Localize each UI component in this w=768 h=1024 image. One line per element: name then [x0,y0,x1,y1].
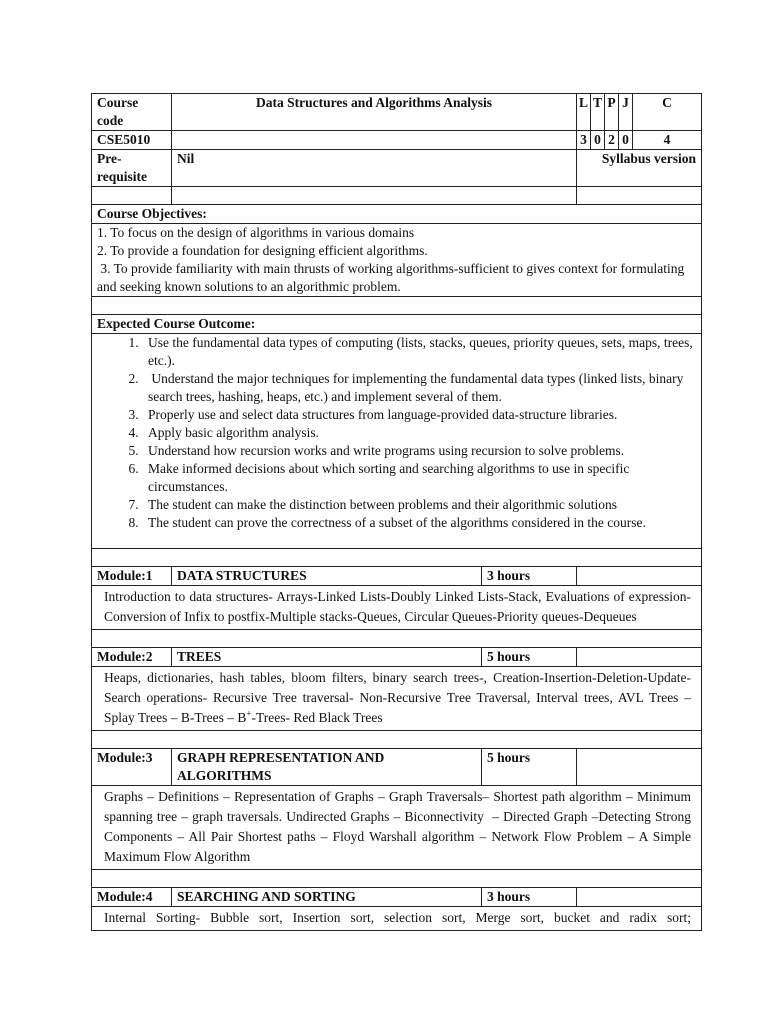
module-content: Graphs – Definitions – Representation of Graphs – Graph Traversals– Shortest path algorithm – Minimum spanning tree – graph traversals. Undirected Graphs – Biconnectivity – Directed Graph –Detecting Strong Components – All Pair Shortest paths – Floyd Warshall algorithm – Network Flow Problem – A Simple Maximum Flow Algorithm [92,786,702,870]
course-code-label: Course code [92,94,172,131]
syllabus-table [91,93,702,931]
outcome-item: 1. Use the fundamental data types of computing (lists, stacks, queues, priority queues, sets, maps, trees, etc.). [142,334,696,370]
objective-item: 1. To focus on the design of algorithms in various domains [97,225,415,240]
blank-row [92,870,702,888]
outcome-item: 6. Make informed decisions about which sorting and searching algorithms to use in specific circumstances. [142,460,696,496]
blank-row [92,297,702,315]
prerequisite-label: Pre-requisite [92,150,172,187]
ltpjc-header-l: L [577,94,591,131]
outcome-item: 3. Properly use and select data structures from language-provided data-structure libraries. [142,406,696,424]
objectives-list [92,224,702,297]
module-hours: 5 hours [482,648,577,667]
ltpjc-header-t: T [591,94,605,131]
outcomes-list-cell [92,334,702,549]
prerequisite-value: Nil [172,150,577,187]
module-hours: 5 hours [482,749,577,786]
outcome-item: 2. Understand the major techniques for implementing the fundamental data types (linked lists, binary search trees, hashing, heaps, etc.) and implement several of them. [142,370,696,406]
blank-cell [577,888,702,907]
syllabus-document [91,93,701,931]
ltpjc-value-t: 0 [591,131,605,150]
course-code-value: CSE5010 [92,131,172,150]
objectives-heading: Course Objectives: [92,205,702,224]
blank-cell [577,187,702,205]
objective-item: 3. To provide familiarity with main thrusts of working algorithms-sufficient to gives context for formulating and seeking known solutions to an algorithmic problem. [97,261,688,294]
blank-row [92,549,702,567]
module-content [92,667,702,731]
outcome-item: 7. The student can make the distinction between problems and their algorithmic solutions [142,496,696,514]
ltpjc-header-c: C [633,94,702,131]
module-title: SEARCHING AND SORTING [172,888,482,907]
superscript-plus: + [246,708,252,719]
ltpjc-header-j: J [619,94,633,131]
blank-row [92,731,702,749]
outcome-item: 5. Understand how recursion works and write programs using recursion to solve problems. [142,442,696,460]
outcomes-heading: Expected Course Outcome: [92,315,702,334]
module-label: Module:1 [92,567,172,586]
module-hours: 3 hours [482,567,577,586]
outcome-item: 8. The student can prove the correctness of a subset of the algorithms considered in the course. [142,514,696,532]
course-title: Data Structures and Algorithms Analysis [172,94,577,131]
module-content-text: Heaps, dictionaries, hash tables, bloom filters, binary search trees-, Creation-Insertion-Deletion-Update-Search operations- Recursive Tree traversal- Non-Recursive Tree Traversal, Interval trees, AVL Trees – Splay Trees – B-Trees – B [104,670,691,725]
module-content: Introduction to data structures- Arrays-Linked Lists-Doubly Linked Lists-Stack, Evaluations of expression-Conversion of Infix to postfix-Multiple stacks-Queues, Circular Queues-Priority queues-Dequeues [92,586,702,630]
syllabus-version-label: Syllabus version [577,150,702,187]
blank-row [92,630,702,648]
ltpjc-header-p: P [605,94,619,131]
module-label: Module:4 [92,888,172,907]
module-label: Module:3 [92,749,172,786]
module-hours: 3 hours [482,888,577,907]
outcomes-list [97,334,696,532]
ltpjc-value-l: 3 [577,131,591,150]
module-content-text: -Trees- Red Black Trees [251,710,383,725]
module-title: TREES [172,648,482,667]
course-title-blank [172,131,577,150]
blank-cell [92,187,172,205]
outcome-item: 4. Apply basic algorithm analysis. [142,424,696,442]
blank-cell [577,567,702,586]
blank-cell [172,187,577,205]
blank-cell [577,648,702,667]
module-content: Internal Sorting- Bubble sort, Insertion sort, selection sort, Merge sort, bucket and radix sort; [92,907,702,931]
blank-cell [577,749,702,786]
ltpjc-value-j: 0 [619,131,633,150]
ltpjc-value-p: 2 [605,131,619,150]
module-title: GRAPH REPRESENTATION AND ALGORITHMS [172,749,482,786]
objective-item: 2. To provide a foundation for designing efficient algorithms. [97,243,428,258]
module-label: Module:2 [92,648,172,667]
module-title: DATA STRUCTURES [172,567,482,586]
ltpjc-value-c: 4 [633,131,702,150]
